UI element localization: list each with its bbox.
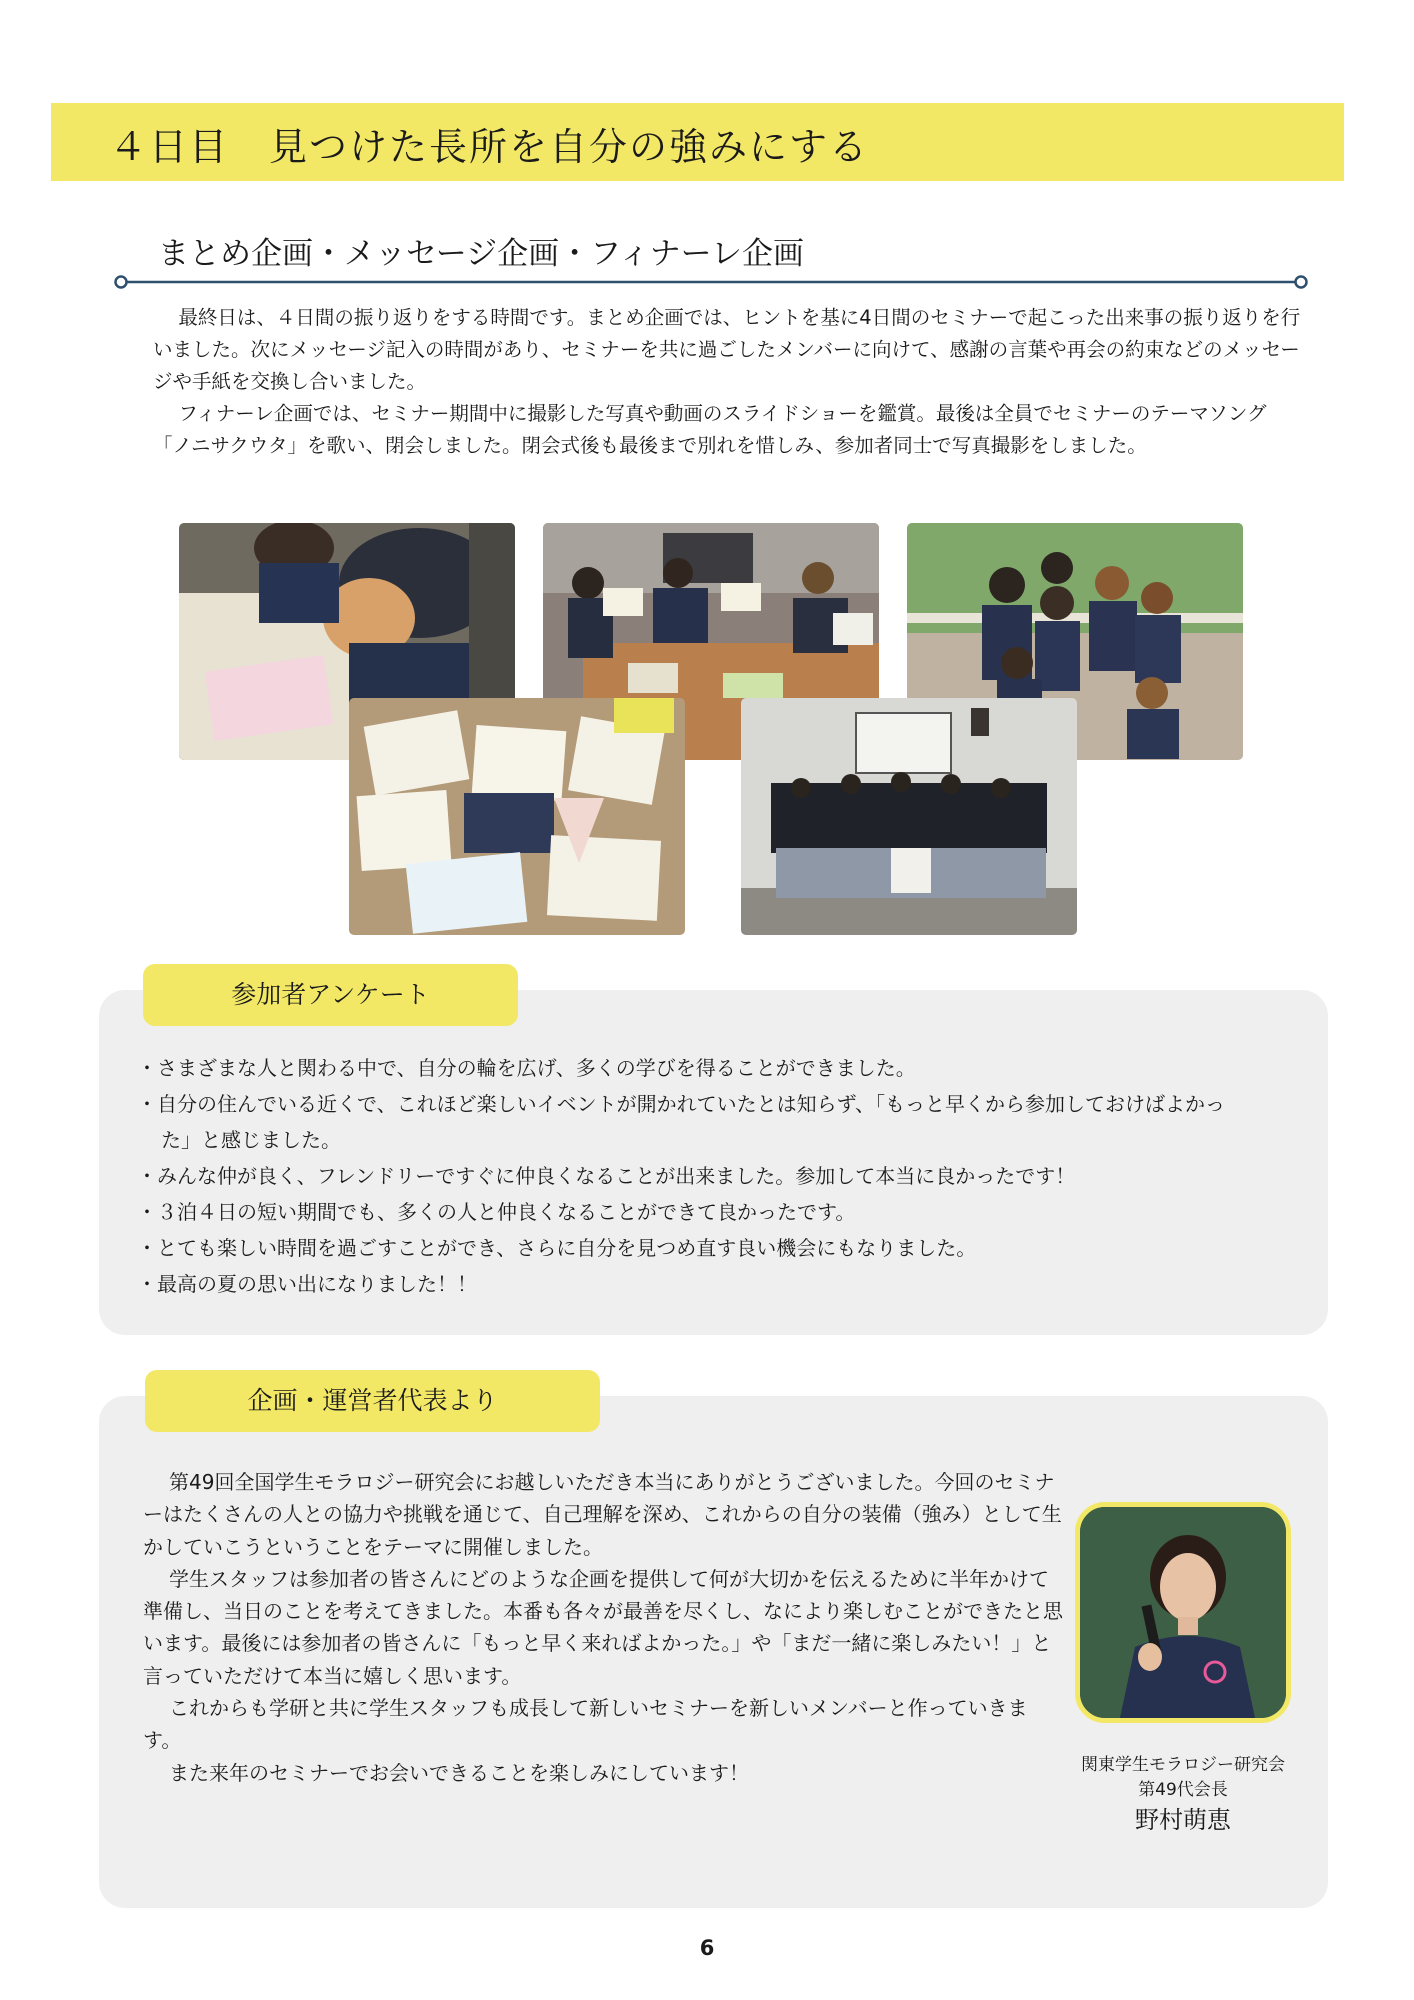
section-title: まとめ企画・メッセージ企画・フィナーレ企画 [158, 236, 805, 272]
message-paragraph: 学生スタッフは参加者の皆さんにどのような企画を提供して何が大切かを伝えるために半年かけて準備し、当日のことを考えてきました。本番も各々が最善を尽くし、なにより楽しむことができたと思います。最後には参加者の皆さんに「もっと早く来ればよかった。」や「まだ一緒に楽しみたい！」と言っていただけて本当に嬉しく思います。 [143, 1566, 1063, 1688]
intro-paragraph-1: 最終日は、４日間の振り返りをする時間です。まとめ企画では、ヒントを基に4日間のセミナーで起こった出来事の振り返りを行いました。次にメッセージ記入の時間があり、セミナーを共に過ごしたメンバーに向けて、感謝の言葉や再会の約束などのメッセージや手紙を交換し合いました。 [153, 306, 1301, 393]
list-item: ・ 最高の夏の思い出になりました！！ [143, 1266, 1293, 1302]
organizer-message [143, 1466, 1063, 1789]
survey-tab: 参加者アンケート [143, 964, 518, 1026]
list-item: ・ さまざまな人と関わる中で、自分の輪を広げ、多くの学びを得ることができました。 [143, 1050, 1293, 1086]
list-item: ・ みんな仲が良く、フレンドリーですぐに仲良くなることが出来ました。参加して本当に良かったです！ [143, 1158, 1293, 1194]
page-number: 6 [699, 1936, 715, 1960]
header-band [51, 103, 1344, 181]
message-paragraph: これからも学研と共に学生スタッフも成長して新しいセミナーを新しいメンバーと作っていきます。 [143, 1696, 1028, 1753]
list-item: ・ ３泊４日の短い期間でも、多くの人と仲良くなることができて良かったです。 [143, 1194, 1293, 1230]
section-divider [113, 274, 1309, 290]
caption-organization: 関東学生モラロジー研究会 [1081, 1755, 1285, 1775]
page-title: ４日目 見つけた長所を自分の強みにする [109, 125, 870, 169]
list-item: ・ とても楽しい時間を過ごすことができ、さらに自分を見つめ直す良い機会にもなりました。 [143, 1230, 1293, 1266]
message-paragraph: また来年のセミナーでお会いできることを楽しみにしています！ [169, 1760, 749, 1785]
photo-message-cards-and-fans [349, 698, 685, 935]
message-paragraph: 第49回全国学生モラロジー研究会にお越しいただき本当にありがとうございました。今回のセミナーはたくさんの人との協力や挑戦を通じて、自己理解を深め、これからの自分の装備（強み）として生かしていこうということをテーマに開催しました。 [143, 1470, 1062, 1559]
organizer-tab: 企画・運営者代表より [145, 1370, 600, 1432]
caption-role: 第49代会長 [1138, 1780, 1228, 1800]
photo-group-huddle [741, 698, 1077, 935]
caption-name: 野村萌恵 [1135, 1806, 1231, 1834]
survey-list [143, 1050, 1293, 1302]
intro-text [153, 302, 1303, 462]
list-item: ・ 自分の住んでいる近くで、これほど楽しいイベントが開かれていたとは知らず、「もっと早くから参加しておけばよかった」と感じました。 [143, 1086, 1251, 1158]
portrait-photo [1075, 1502, 1291, 1723]
intro-paragraph-2: フィナーレ企画では、セミナー期間中に撮影した写真や動画のスライドショーを鑑賞。最後は全員でセミナーのテーマソング「ノニサクウタ」を歌い、閉会しました。閉会式後も最後まで別れを惜しみ、参加者同士で写真撮影をしました。 [153, 402, 1267, 457]
